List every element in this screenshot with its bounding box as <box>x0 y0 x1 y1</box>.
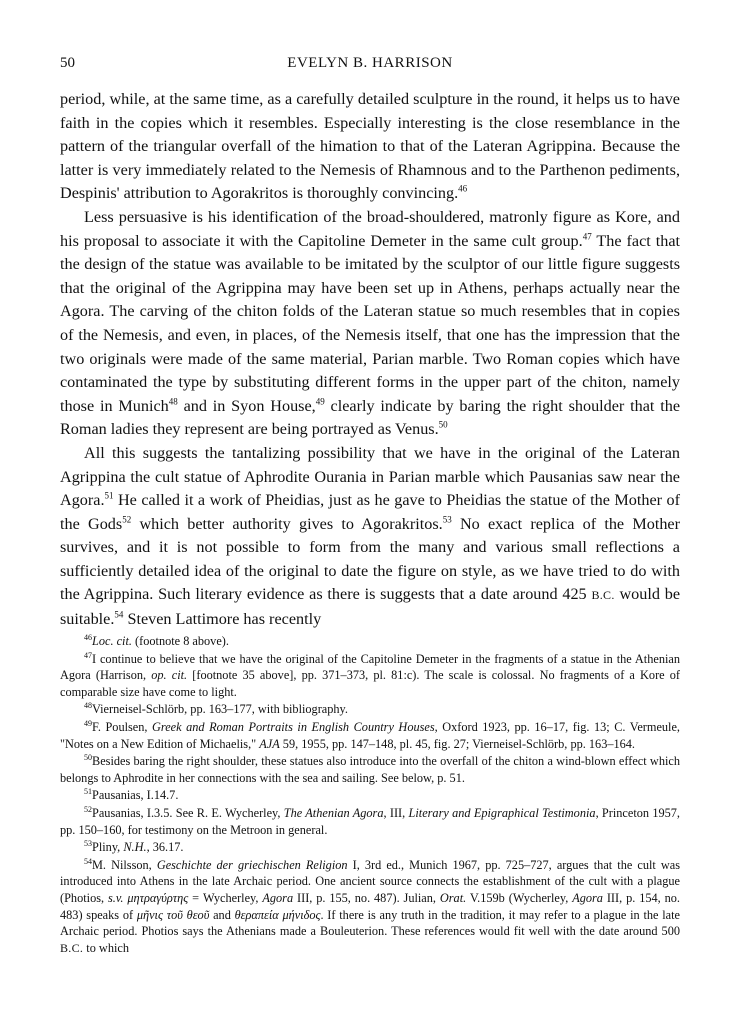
footnote-53: $^{53}$Pliny, N.H., 36.17. <box>84 839 184 855</box>
body-text <box>60 88 680 632</box>
footnote-ref-46[interactable]: 46 <box>458 183 468 194</box>
footnote-48: $^{48}$Vierneisel-Schlörb, pp. 163–177, with bibliography. <box>84 701 348 717</box>
footnote-ref-47[interactable]: 47 <box>582 231 592 242</box>
footnote-ref-52[interactable]: 52 <box>122 514 132 525</box>
page-header <box>60 55 680 77</box>
footnote-ref-53[interactable]: 53 <box>442 514 452 525</box>
page-number: 50 <box>60 55 75 71</box>
footnotes <box>60 633 680 957</box>
footnote-49: $^{49}$F. Poulsen, Greek and Roman Portraits in English Country Houses, Oxford 1923, pp. 16–17, fig. 13; C. Vermeule, "Notes on a New Edition of Michaelis," AJA 59, 1955, pp. 147–148, pl. 45, fig. 27; Vierneisel-Schlörb, pp. 163–164. <box>60 718 680 751</box>
paragraph-1: period, while, at the same time, as a carefully detailed sculpture in the round, it helps us to have faith in the copies which it resembles. Especially interesting is the close resemblance in the pattern of the triangular overfall of the himation to that of the Lateran Agrippina. Because the latter is very immediately related to the Nemesis of Rhamnous and to the Parthenon pediments, Despinis' attribution to Agorakritos is thoroughly convincing.$^{46}$ <box>60 90 680 203</box>
footnote-46: $^{46}$Loc. cit. (footnote 8 above). <box>84 632 229 648</box>
footnote-ref-51[interactable]: 51 <box>104 490 114 501</box>
paragraph-3: All this suggests the tantalizing possibility that we have in the original of the Lateran Agrippina the cult statue of Aphrodite Ourania in Parian marble which Pausanias saw near the Agora.$^{51}$ He called it a work of Pheidias, just as he gave to Pheidias the statue of the Mother of the Gods$^{52}$ which better authority gives to Agorakritos.$^{53}$ No exact replica of the Mother survives, and it is not possible to form from the many and various small reflections a sufficiently detailed idea of the original to date the figure on style, as we have tried to do with the Agrippina. Such literary evidence as there is suggests that a date around 425 B.C. would be suitable.$^{54}$ Steven Lattimore has recently <box>60 443 681 629</box>
footnote-ref-50[interactable]: 50 <box>438 419 448 430</box>
footnote-47: $^{47}$I continue to believe that we have the original of the Capitoline Demeter in the fragments of a statue in the Athenian Agora (Harrison, op. cit. [footnote 35 above], pp. 371–373, pl. 81:c). The scale is colossal. No fragments of a Kore of comparable size have come to light. <box>60 650 681 699</box>
footnote-ref-48[interactable]: 48 <box>168 396 178 407</box>
footnote-52: $^{52}$Pausanias, I.3.5. See R. E. Wycherley, The Athenian Agora, III, Literary and Epigraphical Testimonia, Princeton 1957, pp. 150–160, for testimony on the Metroon in general. <box>60 804 681 837</box>
running-head: EVELYN B. HARRISON <box>287 55 453 71</box>
paragraph-2: Less persuasive is his identification of the broad-shouldered, matronly figure as Kore, and his proposal to associate it with the Capitoline Demeter in the same cult group.$^{47}$ The fact that the design of the statue was available to be imitated by the sculptor of our little figure suggests that the original of the Agrippina may have been set up in Athens, perhaps actually near the Agora. The carving of the chiton folds of the Lateran statue so much resembles that in copies of the Nemesis, and even, in places, of the Nemesis itself, that one has the impression that the two originals were made of the same material, Parian marble. Two Roman copies which have contaminated the type by substituting different forms in the upper part of the chiton, namely those in Munich$^{48}$ and in Syon House,$^{49}$ clearly indicate by baring the right shoulder that the Roman ladies they represent are being portrayed as Venus.$^{50}$ <box>60 207 681 439</box>
footnote-54: $^{54}$M. Nilsson, Geschichte der griechischen Religion I, 3rd ed., Munich 1967, pp. 725–727, argues that the cult was introduced into Athens in the late Archaic period. One ancient source connects the establishment of the cult with a plague (Photios, s.v. μητραγύρτης = Wycherley, Agora III, p. 155, no. 487). Julian, Orat. V.159b (Wycherley, Agora III, p. 154, no. 483) speaks of μῆνις τοῦ θεοῦ and θεραπεία μήνιδος. If there is any truth in the tradition, it may refer to a plague in the late Archaic period. Photios says the Athenians made a Bouleuterion. These references would fit well with the date around 500 B.C. to which <box>60 856 681 955</box>
footnote-ref-54[interactable]: 54 <box>114 609 124 620</box>
footnote-50: $^{50}$Besides baring the right shoulder, these statues also introduce into the overfall of the chiton a wind-blown effect which belongs to Aphrodite in her connections with the sea and sailing. See below, p. 51. <box>60 753 680 785</box>
footnote-51: $^{51}$Pausanias, I.14.7. <box>84 787 179 803</box>
footnote-ref-49[interactable]: 49 <box>315 396 325 407</box>
